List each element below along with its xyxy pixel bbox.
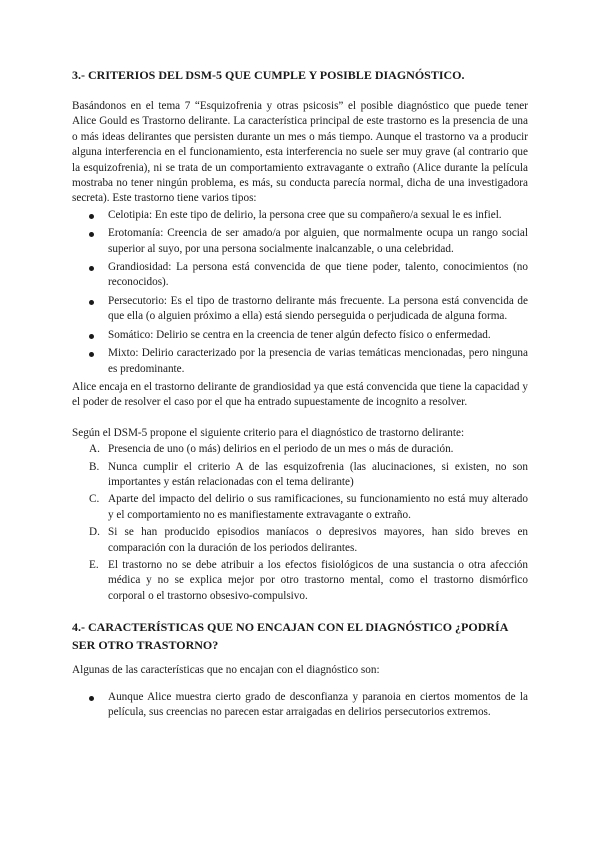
criterion-text: Aparte del impacto del delirio o sus ramificaciones, su funcionamiento no está muy alterado y el comportamiento no es manifiestamente extravagante o extraño. (108, 493, 528, 521)
list-item (72, 346, 528, 377)
bullet-icon (89, 266, 94, 271)
dsm5-criteria-list (72, 442, 528, 604)
criterion-letter: E. (89, 558, 99, 571)
criterion-item (72, 492, 528, 523)
criterion-letter: C. (89, 493, 100, 506)
criterion-text: Presencia de uno (o más) delirios en el periodo de un mes o más de duración. (108, 443, 454, 456)
bullet-icon (89, 232, 94, 237)
section-3-heading: 3.- CRITERIOS DEL DSM-5 QUE CUMPLE Y POSIBLE DIAGNÓSTICO. (72, 68, 465, 82)
bullet-icon (89, 214, 94, 219)
list-item-text: Grandiosidad: La persona está convencida de que tiene poder, talento, conocimientos (no reconocidos). (108, 261, 528, 289)
list-item (72, 328, 528, 343)
bullet-icon (89, 696, 94, 701)
criterion-item (72, 460, 528, 491)
list-item (72, 208, 528, 223)
list-item-text: Erotomanía: Creencia de ser amado/a por alguien, que normalmente ocupa un rango social superior al suyo, por una persona socialmente inalcanzable, o una celebridad. (108, 227, 528, 255)
criterion-letter: A. (89, 443, 100, 456)
criterion-text: Nunca cumplir el criterio A de las esquizofrenia (las alucinaciones, si existen, no son importantes y están relacionadas con el tema delirante) (108, 460, 528, 488)
bullet-icon (89, 334, 94, 339)
criterion-text: Si se han producido episodios maníacos o depresivos mayores, han sido breves en comparación con la duración de los periodos delirantes. (108, 526, 528, 554)
bullet-icon (89, 300, 94, 305)
list-item-text: Mixto: Delirio caracterizado por la presencia de varias temáticas mencionadas, pero ninguna es predominante. (108, 347, 528, 375)
list-item (72, 690, 528, 721)
list-item-text: Aunque Alice muestra cierto grado de desconfianza y paranoia en ciertos momentos de la película, sus creencias no parecen estar arraigadas en delirios persecutorios extremos. (108, 690, 528, 718)
delusion-types-list (72, 208, 528, 377)
list-item (72, 294, 528, 325)
section-3-intro-paragraph: Basándonos en el tema 7 “Esquizofrenia y otras psicosis” el posible diagnóstico que puede tener Alice Gould es Trastorno delirante. La característica principal de este trastorno es la presencia de una o más ideas delirantes que persisten durante un mes o más tiempo. Aunque el trastorno va a producir alguna interferencia en el funcionamiento, esta interferencia no suele ser muy grave (al contrario que la esquizofrenia), ni se trata de un comportamiento extravagante o extraño (Alice durante la película mostraba no tener ningún problema, es más, su conducta parecía normal, dicha de una investigadora secreta). Este trastorno tiene varios tipos: (72, 100, 528, 205)
section-4-intro-paragraph: Algunas de las características que no encajan con el diagnóstico son: (72, 664, 380, 677)
section-4-heading: 4.- CARACTERÍSTICAS QUE NO ENCAJAN CON EL DIAGNÓSTICO ¿PODRÍA SER OTRO TRASTORNO? (72, 620, 508, 653)
list-item-text: Celotipia: En este tipo de delirio, la persona cree que su compañero/a sexual le es infiel. (108, 208, 502, 221)
criterion-text: El trastorno no se debe atribuir a los efectos fisiológicos de una sustancia o otra afección médica y no se explica mejor por otro trastorno mental, como el trastorno dismórfico corporal o el trastorno obsesivo-compulsivo. (108, 558, 528, 602)
list-item (72, 260, 528, 291)
criterion-item (72, 442, 528, 457)
criterion-item (72, 525, 528, 556)
list-item-text: Persecutorio: Es el tipo de trastorno delirante más frecuente. La persona está convencida de que ella (o alguien próximo a ella) está siendo perseguida o perjudicada de alguna forma. (108, 294, 528, 323)
page-content (72, 66, 528, 723)
criterion-letter: B. (89, 460, 100, 473)
list-item (72, 226, 528, 257)
criterion-item (72, 558, 528, 604)
conclusion-paragraph: Alice encaja en el trastorno delirante de grandiosidad ya que está convencida que tiene la capacidad y el poder de resolver el caso por el que ha entrado supuestamente de incognito a resolver. (72, 380, 528, 409)
criteria-intro-paragraph: Según el DSM-5 propone el siguiente criterio para el diagnóstico de trastorno delirante: (72, 426, 465, 439)
bullet-icon (89, 352, 94, 357)
list-item-text: Somático: Delirio se centra en la creencia de tener algún defecto físico o enfermedad. (108, 328, 491, 341)
mismatch-characteristics-list (72, 690, 528, 721)
criterion-letter: D. (89, 526, 100, 539)
